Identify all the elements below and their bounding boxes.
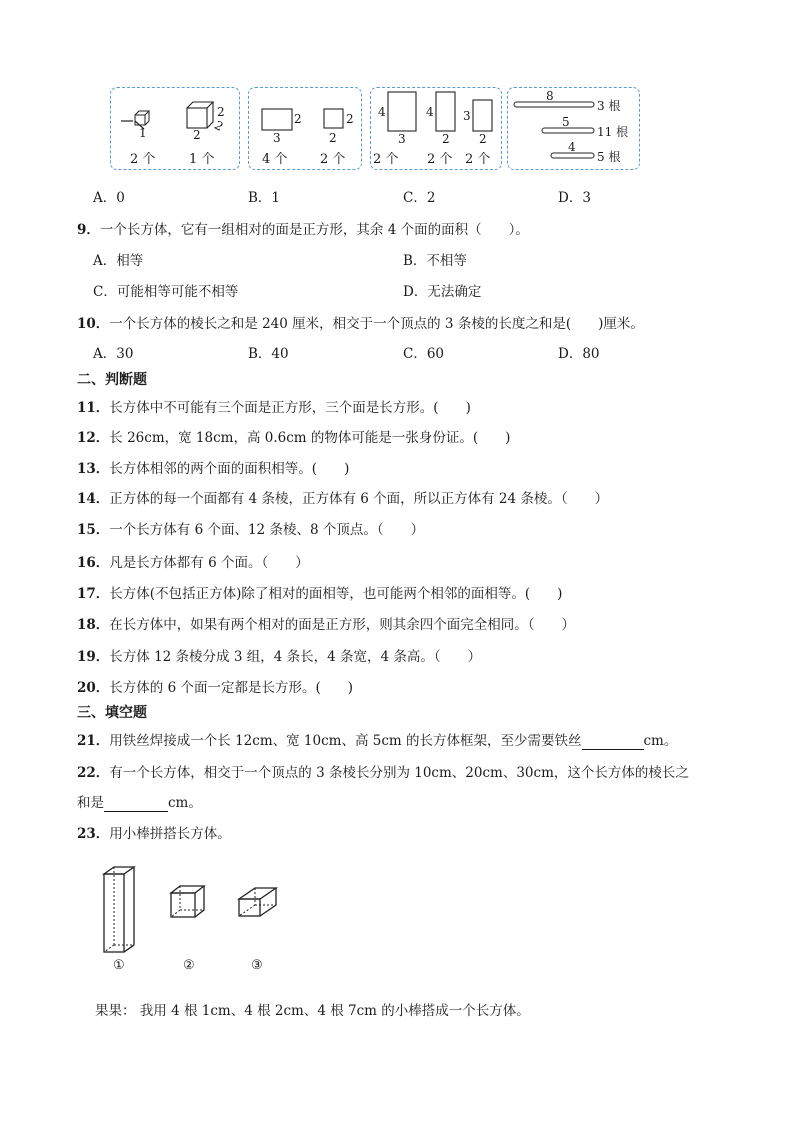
question-9	[77, 218, 529, 238]
dim-label: 3	[463, 109, 471, 123]
question-number: 9．	[77, 222, 100, 238]
question-text: 长方体的 6 个面一定都是长方形。( )	[109, 680, 354, 696]
figure-label-2: ②	[183, 958, 195, 973]
question-number: 11．	[77, 400, 110, 416]
unit-text: cm。	[168, 795, 202, 811]
figure-label-3: ③	[251, 958, 263, 973]
question-text: 和是	[77, 795, 104, 811]
cube-figure	[168, 883, 210, 923]
question-text: 长方体相邻的两个面的面积相等。( )	[109, 461, 350, 477]
count-caption: 1 个	[189, 152, 215, 167]
question-22	[77, 761, 689, 781]
question-11	[77, 396, 471, 416]
dim-label: 4	[426, 105, 434, 119]
question-number: 18．	[77, 617, 110, 633]
question-12	[77, 426, 510, 446]
question-23	[77, 822, 231, 842]
question-number: 20．	[77, 680, 110, 696]
figure-box-1	[110, 87, 240, 170]
question-14	[77, 487, 608, 507]
option-b: B．1	[248, 190, 281, 206]
dim-label: 2	[329, 131, 337, 145]
option-a: A．30	[93, 346, 134, 362]
question-number: 22．	[77, 765, 110, 781]
question-text: 长方体 12 条棱分成 3 组，4 条长，4 条宽，4 条高。（ ）	[109, 649, 482, 665]
dim-label: 4	[378, 105, 386, 119]
question-text: 长方体中不可能有三个面是正方形，三个面是长方形。( )	[109, 400, 471, 416]
tall-cuboid-figure	[100, 864, 140, 956]
rod-length: 8	[546, 89, 554, 103]
question-text: 长 26cm，宽 18cm，高 0.6cm 的物体可能是一张身份证。( )	[109, 430, 511, 446]
option-a: A．相等	[93, 253, 144, 269]
option-c: C．2	[403, 190, 436, 206]
option-d: D．无法确定	[403, 284, 482, 300]
question-number: 13．	[77, 461, 110, 477]
option-d: D．80	[558, 346, 600, 362]
question-text: 用小棒拼搭长方体。	[109, 826, 231, 842]
figure-box-2	[248, 87, 362, 170]
dim-label: 2	[294, 112, 302, 126]
question-15	[77, 518, 424, 538]
dim-label: 2	[442, 132, 450, 146]
dim-label: 2	[479, 132, 487, 146]
speech-text: 果果： 我用 4 根 1cm、4 根 2cm、4 根 7cm 的小棒搭成一个长方体。	[95, 1003, 530, 1019]
figure-box-4	[507, 87, 640, 170]
rod-length: 5	[562, 115, 570, 129]
flat-cuboid-figure	[236, 885, 280, 921]
question-text: 在长方体中，如果有两个相对的面是正方形，则其余四个面完全相同。（ ）	[109, 617, 576, 633]
question-18	[77, 613, 575, 633]
count-caption: 2 个	[130, 152, 156, 167]
answer-blank[interactable]	[104, 795, 168, 812]
dim-label: 2	[217, 105, 225, 119]
question-10	[77, 312, 644, 332]
question-number: 19．	[77, 649, 110, 665]
question-16	[77, 551, 309, 571]
question-text: 一个长方体，它有一组相对的面是正方形，其余 4 个面的面积（ ）。	[99, 222, 529, 238]
question-21	[77, 729, 677, 750]
option-d: D．3	[558, 190, 591, 206]
question-17	[77, 582, 562, 602]
question-number: 17．	[77, 586, 110, 602]
dim-label: 2	[212, 118, 226, 134]
option-b: B．40	[248, 346, 289, 362]
question-text: 一个长方体有 6 个面、12 条棱、8 个顶点。（ ）	[109, 522, 425, 538]
question-text: 正方体的每一个面都有 4 条棱，正方体有 6 个面，所以正方体有 24 条棱。（ ）	[109, 491, 609, 507]
dim-label: 3	[273, 131, 281, 145]
option-c: C．60	[403, 346, 445, 362]
question-number: 12．	[77, 430, 110, 446]
question-number: 16．	[77, 555, 110, 571]
option-c: C．可能相等可能不相等	[93, 284, 239, 300]
count-caption: 4 个	[262, 152, 288, 167]
question-text: 一个长方体的棱长之和是 240 厘米，相交于一个顶点的 3 条棱的长度之和是( )厘米。	[109, 316, 644, 332]
dim-label: 1	[139, 126, 147, 140]
question-20	[77, 676, 353, 696]
question-text: 长方体(不包括正方体)除了相对的面相等，也可能两个相邻的面相等。( )	[109, 586, 563, 602]
question-13	[77, 457, 349, 477]
figure-label-1: ①	[113, 958, 125, 973]
count-caption: 2 个	[373, 152, 399, 167]
question-number: 21．	[77, 733, 110, 749]
section-title-judgement: 二、判断题	[77, 372, 147, 388]
count-caption: 2 个	[427, 152, 453, 167]
figure-box-3	[370, 87, 502, 170]
question-text: 有一个长方体，相交于一个顶点的 3 条棱长分别为 10cm、20cm、30cm，这个长方体的棱长之	[109, 765, 689, 781]
question-text: 用铁丝焊接成一个长 12cm、宽 10cm、高 5cm 的长方体框架，至少需要铁丝	[109, 733, 582, 749]
question-number: 10．	[77, 316, 110, 332]
section-title-fill-in: 三、填空题	[77, 705, 147, 721]
dim-label: 2	[193, 128, 201, 142]
rod-count: 11 根	[597, 125, 629, 139]
question-text: 凡是长方体都有 6 个面。（ ）	[109, 555, 309, 571]
question-number: 14．	[77, 491, 110, 507]
rod-count: 5 根	[597, 150, 621, 164]
unit-text: cm。	[643, 733, 678, 749]
count-caption: 2 个	[320, 152, 346, 167]
option-a: A．0	[93, 190, 125, 206]
rod-length: 4	[568, 140, 576, 154]
question-number: 23．	[77, 826, 110, 842]
count-caption: 2 个	[465, 152, 491, 167]
option-b: B．不相等	[403, 253, 467, 269]
dim-label: 2	[346, 112, 354, 126]
question-number: 15．	[77, 522, 110, 538]
dim-label: 3	[398, 132, 406, 146]
question-22-line2	[77, 791, 202, 812]
answer-blank[interactable]	[582, 733, 644, 750]
question-19	[77, 645, 481, 665]
rod-count: 3 根	[597, 99, 621, 113]
